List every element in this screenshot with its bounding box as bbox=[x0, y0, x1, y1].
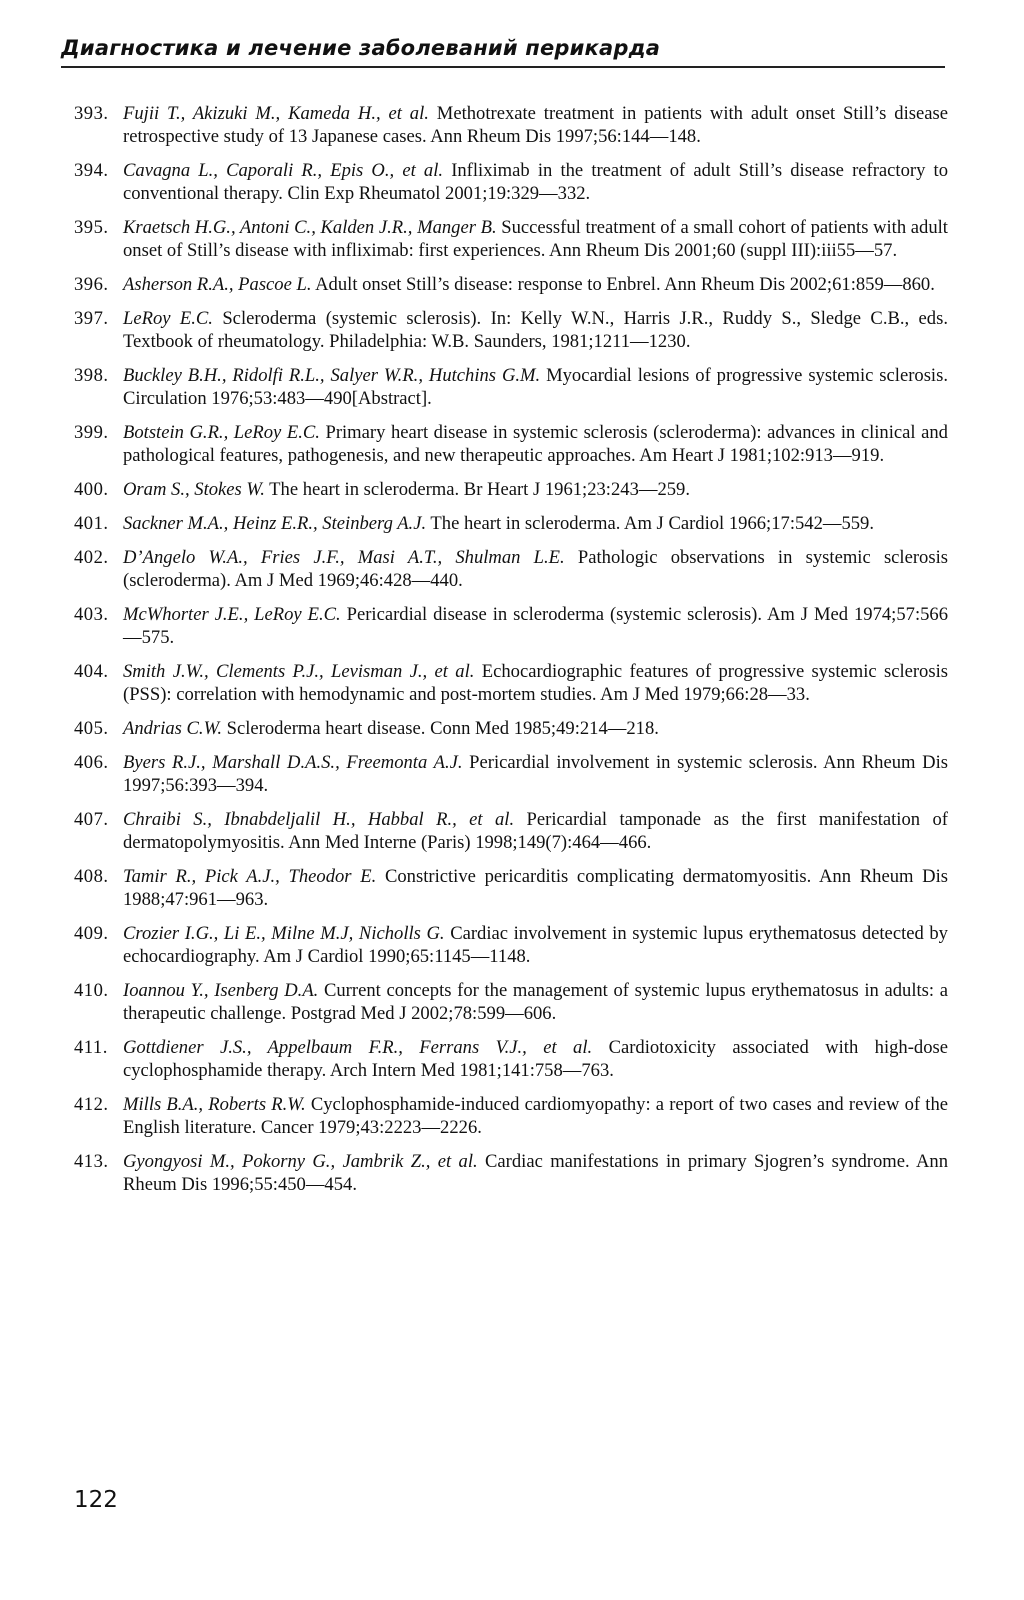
reference-text: Adult onset Still’s disease: response to Enbrel. Ann Rheum Dis 2002;61:859—860. bbox=[315, 274, 935, 295]
reference-text: Cyclophosphamide-induced cardiomyopathy: a report of two cases and review of the English literature. Cancer 1979;43:2223—2226. bbox=[123, 1094, 948, 1138]
running-header bbox=[61, 36, 945, 68]
reference-item bbox=[74, 1150, 948, 1196]
reference-number: 400. bbox=[74, 479, 109, 500]
reference-body bbox=[123, 478, 948, 501]
reference-number: 401. bbox=[74, 513, 109, 534]
reference-authors: Buckley B.H., Ridolfi R.L., Salyer W.R., Hutchins G.M. bbox=[123, 365, 541, 386]
reference-number: 395. bbox=[74, 217, 109, 238]
reference-text: Cardiac manifestations in primary Sjogren’s syndrome. Ann Rheum Dis 1996;55:450—454. bbox=[123, 1151, 948, 1195]
reference-body bbox=[123, 1150, 948, 1196]
reference-list bbox=[74, 102, 948, 1207]
reference-authors: Andrias C.W. bbox=[123, 718, 223, 739]
reference-authors: Asherson R.A., Pascoe L. bbox=[123, 274, 312, 295]
reference-text: Scleroderma heart disease. Conn Med 1985;49:214—218. bbox=[226, 718, 659, 739]
reference-item bbox=[74, 660, 948, 706]
reference-number: 399. bbox=[74, 422, 109, 443]
reference-authors: D’Angelo W.A., Fries J.F., Masi A.T., Shulman L.E. bbox=[123, 547, 565, 568]
page-number: 122 bbox=[74, 1487, 118, 1513]
reference-body bbox=[123, 1036, 948, 1082]
reference-authors: LeRoy E.C. bbox=[123, 308, 213, 329]
reference-text: Cardiotoxicity associated with high-dose cyclophosphamide therapy. Arch Intern Med 1981;141:758—763. bbox=[123, 1037, 949, 1081]
reference-number: 409. bbox=[74, 923, 109, 944]
reference-text: Successful treatment of a small cohort of patients with adult onset of Still’s disease with infliximab: first experiences. Ann Rheum Dis 2001;60 (suppl III):iii55—57. bbox=[123, 217, 948, 261]
reference-text: Scleroderma (systemic sclerosis). In: Kelly W.N., Harris J.R., Ruddy S., Sledge C.B., eds. Textbook of rheumatology. Philadelphia: W.B. Saunders, 1981;1211—1230. bbox=[123, 308, 948, 352]
reference-number: 411. bbox=[74, 1037, 108, 1058]
reference-body bbox=[123, 364, 948, 410]
reference-text: Echocardiographic features of progressive systemic sclerosis (PSS): correlation with hemodynamic and post-mortem studies. Am J Med 1979;66:28—33. bbox=[123, 661, 948, 705]
reference-body bbox=[123, 603, 948, 649]
reference-text: Cardiac involvement in systemic lupus erythematosus detected by echocardiography. Am J Cardiol 1990;65:1145—1148. bbox=[123, 923, 948, 967]
reference-number: 412. bbox=[74, 1094, 109, 1115]
reference-item bbox=[74, 102, 948, 148]
reference-item bbox=[74, 364, 948, 410]
reference-body bbox=[123, 1093, 948, 1139]
reference-authors: Oram S., Stokes W. bbox=[123, 479, 265, 500]
reference-text: The heart in scleroderma. Am J Cardiol 1966;17:542—559. bbox=[430, 513, 875, 534]
reference-authors: Crozier I.G., Li E., Milne M.J, Nicholls G. bbox=[123, 923, 445, 944]
reference-text: The heart in scleroderma. Br Heart J 1961;23:243—259. bbox=[269, 479, 691, 500]
reference-number: 397. bbox=[74, 308, 109, 329]
reference-number: 410. bbox=[74, 980, 109, 1001]
reference-body bbox=[123, 979, 948, 1025]
reference-number: 398. bbox=[74, 365, 109, 386]
reference-item bbox=[74, 603, 948, 649]
reference-text: Methotrexate treatment in patients with adult onset Still’s disease retrospective study of 13 Japanese cases. Ann Rheum Dis 1997;56:144—148. bbox=[123, 103, 948, 147]
reference-body bbox=[123, 273, 948, 296]
reference-authors: Kraetsch H.G., Antoni C., Kalden J.R., Manger B. bbox=[123, 217, 497, 238]
reference-text: Constrictive pericarditis complicating dermatomyositis. Ann Rheum Dis 1988;47:961—963. bbox=[123, 866, 948, 910]
reference-authors: Sackner M.A., Heinz E.R., Steinberg A.J. bbox=[123, 513, 427, 534]
reference-item bbox=[74, 273, 948, 296]
reference-body bbox=[123, 421, 948, 467]
reference-authors: Tamir R., Pick A.J., Theodor E. bbox=[123, 866, 377, 887]
reference-item bbox=[74, 478, 948, 501]
reference-item bbox=[74, 922, 948, 968]
reference-body bbox=[123, 808, 948, 854]
reference-text: Primary heart disease in systemic sclerosis (scleroderma): advances in clinical and pathological features, pathogenesis, and new therapeutic approaches. Am Heart J 1981;102:913—919. bbox=[123, 422, 948, 466]
reference-body bbox=[123, 660, 948, 706]
header-title: Диагностика и лечение заболеваний перикарда bbox=[61, 36, 661, 60]
reference-number: 406. bbox=[74, 752, 109, 773]
reference-item bbox=[74, 751, 948, 797]
reference-body bbox=[123, 717, 948, 740]
reference-number: 404. bbox=[74, 661, 109, 682]
reference-item bbox=[74, 159, 948, 205]
reference-body bbox=[123, 307, 948, 353]
reference-text: Current concepts for the management of systemic lupus erythematosus in adults: a therapeutic challenge. Postgrad Med J 2002;78:599—606. bbox=[123, 980, 948, 1024]
reference-item bbox=[74, 216, 948, 262]
reference-text: Infliximab in the treatment of adult Still’s disease refractory to conventional therapy. Clin Exp Rheumatol 2001;19:329—332. bbox=[123, 160, 948, 204]
reference-item bbox=[74, 546, 948, 592]
reference-body bbox=[123, 865, 948, 911]
reference-text: Pericardial tamponade as the first manifestation of dermatopolymyositis. Ann Med Interne (Paris) 1998;149(7):464—466. bbox=[123, 809, 948, 853]
reference-body bbox=[123, 751, 948, 797]
reference-authors: McWhorter J.E., LeRoy E.C. bbox=[123, 604, 341, 625]
reference-text: Pathologic observations in systemic sclerosis (scleroderma). Am J Med 1969;46:428—440. bbox=[123, 547, 948, 591]
reference-item bbox=[74, 808, 948, 854]
reference-authors: Botstein G.R., LeRoy E.C. bbox=[123, 422, 320, 443]
reference-body bbox=[123, 922, 948, 968]
reference-number: 405. bbox=[74, 718, 109, 739]
reference-authors: Gyongyosi M., Pokorny G., Jambrik Z., et al. bbox=[123, 1151, 478, 1172]
reference-authors: Byers R.J., Marshall D.A.S., Freemonta A.J. bbox=[123, 752, 463, 773]
reference-body bbox=[123, 159, 948, 205]
reference-item bbox=[74, 512, 948, 535]
reference-item bbox=[74, 1036, 948, 1082]
reference-item bbox=[74, 717, 948, 740]
reference-authors: Chraibi S., Ibnabdeljalil H., Habbal R., et al. bbox=[123, 809, 515, 830]
reference-item bbox=[74, 1093, 948, 1139]
reference-text: Pericardial involvement in systemic sclerosis. Ann Rheum Dis 1997;56:393—394. bbox=[123, 752, 948, 796]
reference-authors: Cavagna L., Caporali R., Epis O., et al. bbox=[123, 160, 444, 181]
reference-item bbox=[74, 979, 948, 1025]
reference-number: 408. bbox=[74, 866, 109, 887]
reference-text: Pericardial disease in scleroderma (systemic sclerosis). Am J Med 1974;57:566—575. bbox=[123, 604, 948, 648]
reference-number: 403. bbox=[74, 604, 109, 625]
reference-number: 393. bbox=[74, 103, 109, 124]
reference-authors: Fujii T., Akizuki M., Kameda H., et al. bbox=[123, 103, 429, 124]
reference-authors: Ioannou Y., Isenberg D.A. bbox=[123, 980, 319, 1001]
reference-body bbox=[123, 512, 948, 535]
reference-number: 407. bbox=[74, 809, 109, 830]
reference-authors: Mills B.A., Roberts R.W. bbox=[123, 1094, 306, 1115]
reference-number: 402. bbox=[74, 547, 109, 568]
reference-item bbox=[74, 865, 948, 911]
reference-body bbox=[123, 216, 948, 262]
reference-body bbox=[123, 546, 948, 592]
reference-number: 396. bbox=[74, 274, 109, 295]
reference-number: 394. bbox=[74, 160, 109, 181]
reference-body bbox=[123, 102, 948, 148]
reference-authors: Smith J.W., Clements P.J., Levisman J., et al. bbox=[123, 661, 475, 682]
reference-number: 413. bbox=[74, 1151, 109, 1172]
reference-text: Myocardial lesions of progressive systemic sclerosis. Circulation 1976;53:483—490[Abstract]. bbox=[123, 365, 948, 409]
reference-item bbox=[74, 307, 948, 353]
reference-authors: Gottdiener J.S., Appelbaum F.R., Ferrans V.J., et al. bbox=[123, 1037, 593, 1058]
reference-item bbox=[74, 421, 948, 467]
